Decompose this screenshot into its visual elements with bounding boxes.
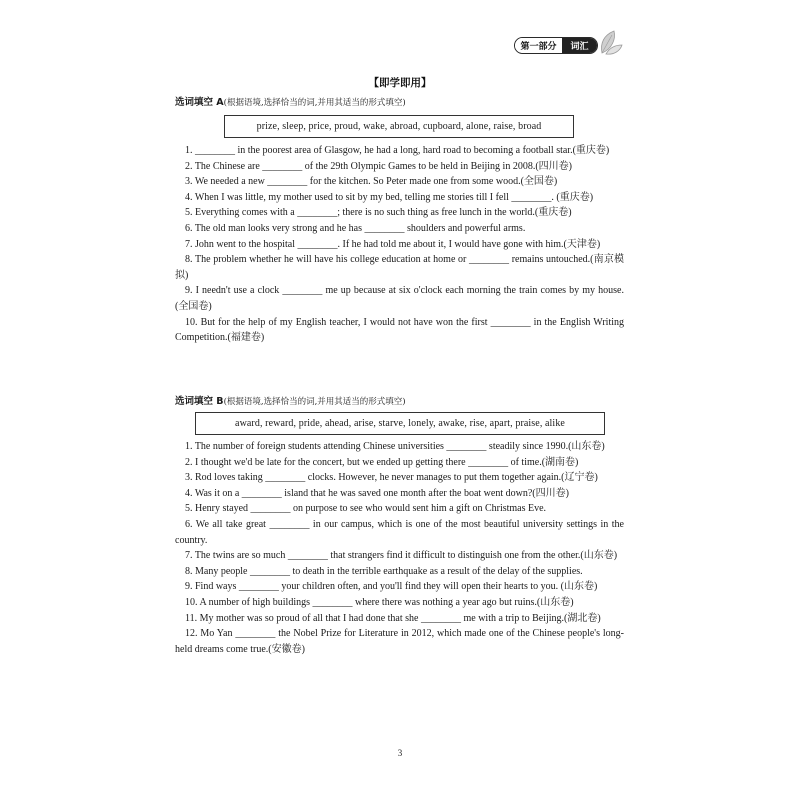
question-item: 10. But for the help of my English teacher, I would not have won the first ________ in the English Writing Competition.(福建卷)	[175, 316, 624, 344]
question-item: 8. Many people ________ to death in the terrible earthquake as a result of the delay of the supplies.	[185, 565, 583, 577]
question-item: 6. The old man looks very strong and he has ________ shoulders and powerful arms.	[185, 222, 526, 234]
exercise-a-note: (根据语境,选择恰当的词,并用其适当的形式填空)	[223, 98, 406, 108]
question-item: 5. Everything comes with a ________; there is no such thing as free lunch in the world.(重庆卷)	[185, 207, 572, 219]
question-item: 3. Rod loves taking ________ clocks. However, he never manages to put them together again.(辽宁卷)	[185, 472, 598, 484]
question-item: 12. Mo Yan ________ the Nobel Prize for Literature in 2012, which made one of the Chinese people's long-held dreams come true.(安徽卷)	[175, 628, 624, 655]
question-item: 9. I needn't use a clock ________ me up because at six o'clock each morning the train comes by my house.(全国卷)	[175, 285, 624, 312]
question-item: 2. I thought we'd be late for the concert, but we ended up getting there ________ of time.(湖南卷)	[185, 456, 579, 468]
question-item: 4. When I was little, my mother used to sit by my bed, telling me stories till I fell ________. (重庆卷)	[185, 191, 594, 203]
exercise-a-list	[175, 143, 624, 346]
exercise-a-word-box: prize, sleep, price, proud, wake, abroad, cupboard, alone, raise, broad	[224, 115, 574, 138]
question-item: 7. The twins are so much ________ that strangers find it difficult to distinguish one from the other.(山东卷)	[185, 550, 618, 562]
exercise-b-list	[175, 439, 624, 657]
exercise-a-label: 选词填空 A	[175, 97, 224, 108]
question-item: 3. We needed a new ________ for the kitchen. So Peter made one from some wood.(全国卷)	[185, 176, 558, 188]
question-item: 11. My mother was so proud of all that I had done that she ________ me with a trip to Beijing.(湖北卷)	[185, 612, 601, 624]
exercise-b-note: (根据语境,选择恰当的词,并用其适当的形式填空)	[223, 397, 406, 407]
part-label: 第一部分	[515, 38, 562, 53]
question-item: 1. ________ in the poorest area of Glasgow, he had a long, hard road to becoming a football star.(重庆卷)	[185, 145, 610, 156]
question-item: 9. Find ways ________ your children often, and you'll find they will open their hearts to you. (山东卷)	[185, 581, 598, 593]
question-item: 2. The Chinese are ________ of the 29th Olympic Games to be held in Beijing in 2008.(四川卷)	[185, 160, 572, 172]
page-number: 3	[397, 748, 403, 758]
exercise-b-word-box: award, reward, pride, ahead, arise, starve, lonely, awake, rise, apart, praise, alike	[195, 412, 605, 435]
exercise-b-label: 选词填空 B	[175, 396, 224, 407]
section-badge	[514, 37, 598, 54]
question-item: 1. The number of foreign students attending Chinese universities ________ steadily since 1990.(山东卷)	[185, 441, 605, 452]
section-heading: 【即学即用】	[368, 77, 432, 89]
exercise-b-instruction	[175, 394, 624, 411]
question-item: 8. The problem whether he will have his college education at home or ________ remains untouched.(南京模拟)	[175, 254, 624, 281]
leaf-icon	[596, 27, 624, 57]
question-item: 7. John went to the hospital ________. If he had told me about it, I would have gone with him.(天津卷)	[185, 238, 601, 250]
question-item: 4. Was it on a ________ island that he was saved one month after the boat went down?(四川卷)	[185, 487, 569, 499]
question-item: 5. Henry stayed ________ on purpose to see who would sent him a gift on Christmas Eve.	[185, 503, 547, 515]
section-label: 词汇	[562, 38, 597, 53]
question-item: 10. A number of high buildings ________ where there was nothing a year ago but ruins.(山东卷)	[185, 596, 574, 608]
exercise-a-instruction	[175, 95, 624, 112]
question-item: 6. We all take great ________ in our campus, which is one of the most beautiful university settings in the country.	[175, 518, 624, 546]
